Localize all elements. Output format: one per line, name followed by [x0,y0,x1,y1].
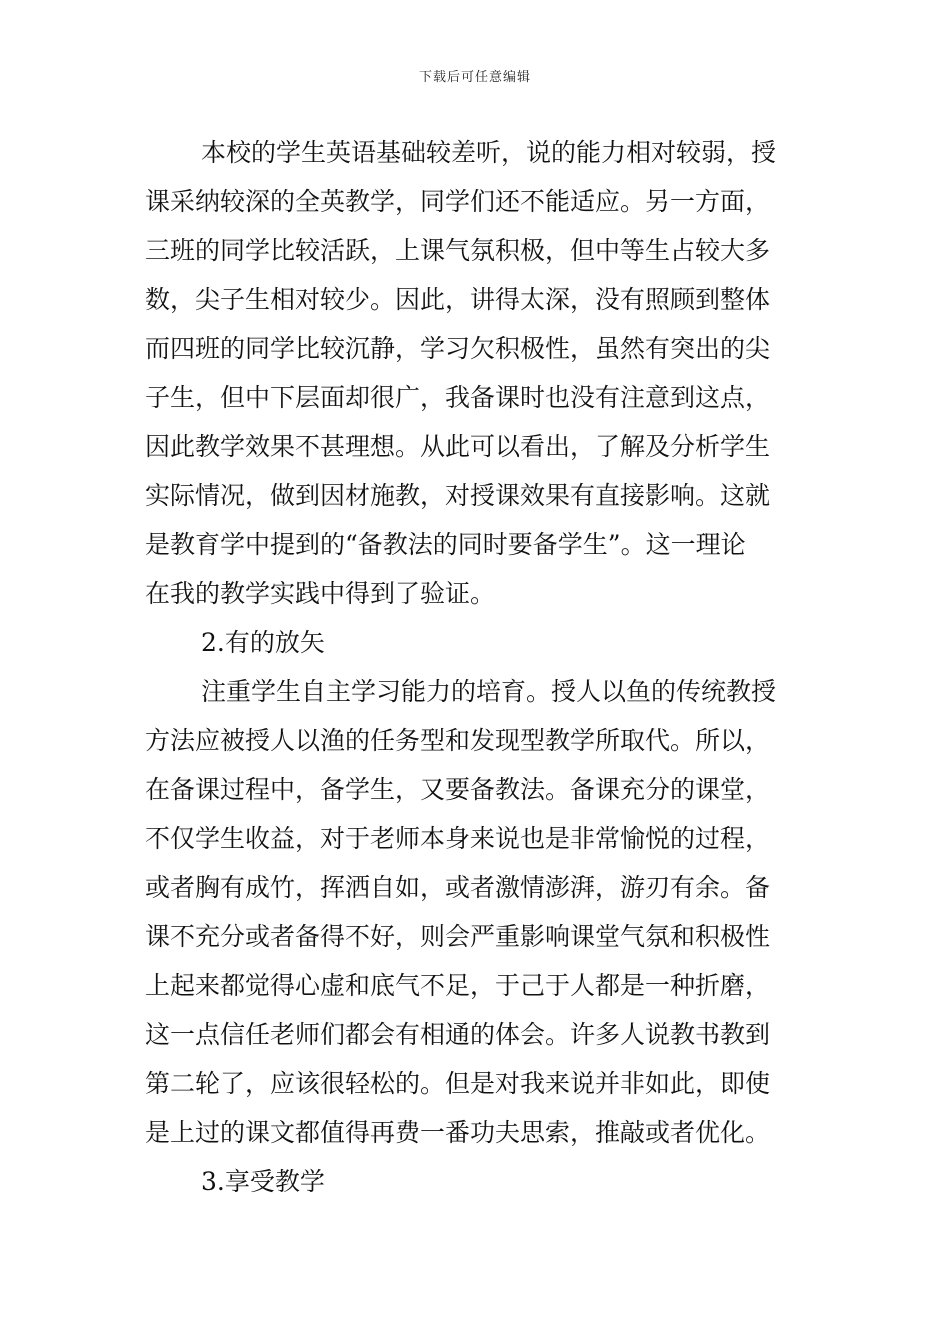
paragraph-line: 而四班的同学比较沉静，学习欠积极性，虽然有突出的尖 [145,334,771,363]
paragraph-line: 数，尖子生相对较少。因此，讲得太深，没有照顾到整体 [145,285,771,314]
paragraph-line: 方法应被授人以渔的任务型和发现型教学所取代。所以， [145,726,771,755]
paragraph-line: 在备课过程中，备学生，又要备教法。备课充分的课堂， [145,775,771,804]
paragraph-line: 这一点信任老师们都会有相通的体会。许多人说教书教到 [145,1020,771,1049]
section-heading: 2.有的放矢 [201,628,325,657]
paragraph-line: 第二轮了，应该很轻松的。但是对我来说并非如此，即使 [145,1069,771,1098]
document-body [145,128,815,1206]
paragraph-line: 在我的教学实践中得到了验证。 [145,579,496,608]
paragraph-line: 是上过的课文都值得再费一番功夫思索，推敲或者优化。 [145,1118,771,1147]
paragraph-line: 是教育学中提到的“备教法的同时要备学生”。这一理论 [145,530,746,559]
page-header: 下载后可任意编辑 [418,70,531,85]
paragraph-line: 本校的学生英语基础较差听，说的能力相对较弱，授 [201,138,777,167]
paragraph-line: 或者胸有成竹，挥洒自如，或者激情澎湃，游刃有余。备 [145,873,771,902]
paragraph-line: 子生，但中下层面却很广，我备课时也没有注意到这点， [145,383,771,412]
paragraph-line: 课不充分或者备得不好，则会严重影响课堂气氛和积极性 [145,922,771,951]
paragraph-line: 不仅学生收益，对于老师本身来说也是非常愉悦的过程， [145,824,771,853]
paragraph-line: 实际情况，做到因材施教，对授课效果有直接影响。这就 [145,481,771,510]
paragraph-line: 注重学生自主学习能力的培育。授人以鱼的传统教授 [201,677,777,706]
paragraph-line: 因此教学效果不甚理想。从此可以看出，了解及分析学生 [145,432,771,461]
paragraph-line: 课采纳较深的全英教学，同学们还不能适应。另一方面， [145,187,771,216]
section-heading: 3.享受教学 [201,1167,325,1196]
paragraph-line: 三班的同学比较活跃，上课气氛积极，但中等生占较大多 [145,236,771,265]
paragraph-line: 上起来都觉得心虚和底气不足，于己于人都是一种折磨， [145,971,771,1000]
